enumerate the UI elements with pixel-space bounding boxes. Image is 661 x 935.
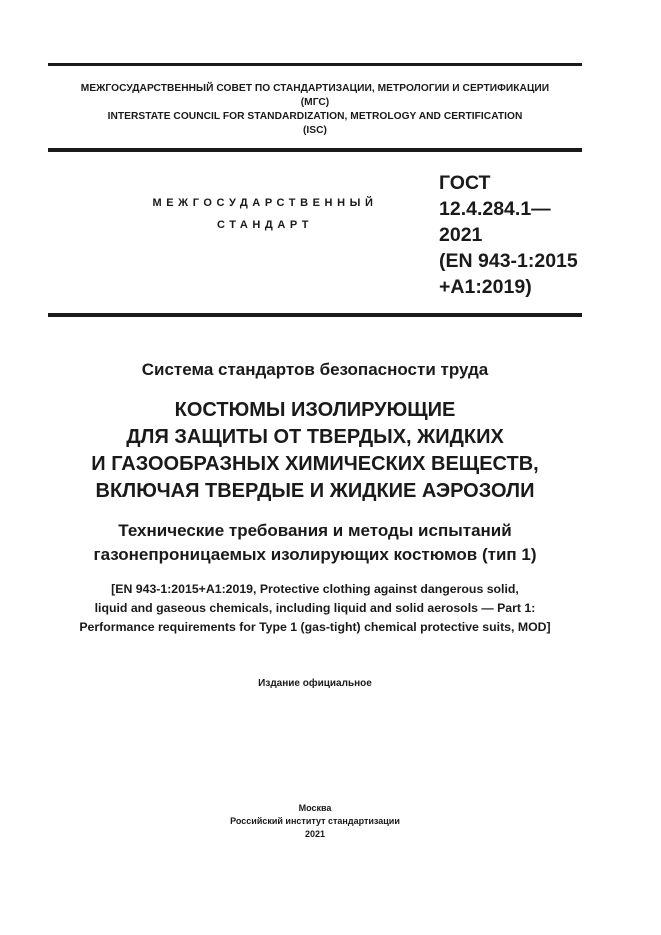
edition-text: Издание официальное [258,678,372,689]
document-subtitle [48,519,582,567]
imprint-year: 2021 [304,829,326,839]
bottom-rule [48,313,582,317]
imprint [48,802,582,841]
series-title [48,358,582,382]
standard-type [100,192,430,236]
designation-line4: (EN 943-1:2015 [439,250,578,272]
designation-line2: 12.4.284.1— [439,198,551,220]
title-line1: КОСТЮМЫ ИЗОЛИРУЮЩИЕ [174,399,456,421]
document-title [48,397,582,505]
en-line2: liquid and gaseous chemicals, including liquid and solid aerosols — Part 1: [94,601,536,615]
middle-rule [48,148,582,152]
council-abbr-en: (ISC) [302,125,328,136]
council-name-en: INTERSTATE COUNCIL FOR STANDARDIZATION, METROLOGY AND CERTIFICATION [107,111,523,122]
designation-line5: +A1:2019) [439,276,532,298]
standard-type-line1: МЕЖГОСУДАРСТВЕННЫЙ [152,197,378,209]
standard-type-line2: СТАНДАРТ [216,219,314,231]
title-line3: И ГАЗООБРАЗНЫХ ХИМИЧЕСКИХ ВЕЩЕСТВ, [91,453,539,475]
designation-line3: 2021 [439,224,483,246]
edition-label [48,677,582,691]
council-name-ru: МЕЖГОСУДАРСТВЕННЫЙ СОВЕТ ПО СТАНДАРТИЗАЦИИ, МЕТРОЛОГИИ И СЕРТИФИКАЦИИ [80,83,550,94]
series-text: Система стандартов безопасности труда [141,360,489,379]
council-abbr-ru: (МГС) [300,97,330,108]
designation-line1: ГОСТ [439,172,491,194]
en-line3: Performance requirements for Type 1 (gas-tight) chemical protective suits, MOD] [79,620,551,634]
subtitle-line1: Технические требования и методы испытаний [118,521,512,540]
title-line2: ДЛЯ ЗАЩИТЫ ОТ ТВЕРДЫХ, ЖИДКИХ [126,426,504,448]
standard-designation [439,170,578,300]
imprint-publisher: Российский институт стандартизации [230,816,400,826]
imprint-city: Москва [298,803,332,813]
en-line1: [EN 943-1:2015+A1:2019, Protective clothing against dangerous solid, [111,582,519,596]
council-header [48,82,582,138]
title-line4: ВКЛЮЧАЯ ТВЕРДЫЕ И ЖИДКИЕ АЭРОЗОЛИ [95,480,535,502]
top-rule [48,63,582,66]
subtitle-line2: газонепроницаемых изолирующих костюмов (тип 1) [93,545,537,564]
en-reference [48,580,582,637]
